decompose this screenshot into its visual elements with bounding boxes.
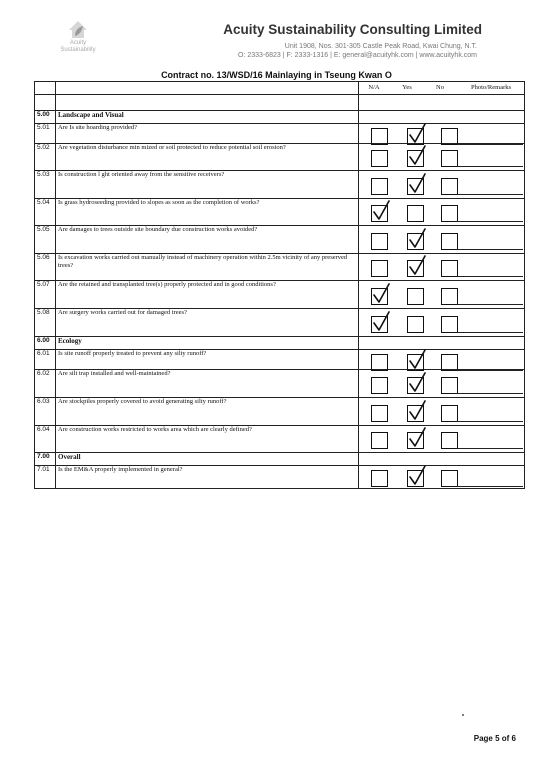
remarks-line[interactable] bbox=[457, 393, 523, 394]
remarks-line[interactable] bbox=[457, 448, 523, 449]
no-checkbox[interactable] bbox=[441, 405, 458, 422]
item-question: Are Is site hoarding provided? bbox=[56, 124, 359, 144]
item-number: 5.04 bbox=[35, 199, 56, 226]
na-checkbox[interactable] bbox=[371, 316, 388, 333]
item-number: 5.01 bbox=[35, 124, 56, 144]
item-question: Are stockpiles properly covered to avoid generating silty runoff? bbox=[56, 398, 359, 426]
item-question: Is construction l ght oriented away from the sensitive receivers? bbox=[56, 171, 359, 199]
answer-cell bbox=[359, 370, 525, 398]
no-checkbox[interactable] bbox=[441, 260, 458, 277]
yes-checkbox[interactable] bbox=[407, 260, 424, 277]
header-no: No bbox=[436, 84, 444, 91]
item-number: 5.05 bbox=[35, 226, 56, 254]
header-remarks: Photo/Remarks bbox=[470, 84, 512, 91]
checklist-row bbox=[35, 426, 525, 453]
no-checkbox[interactable] bbox=[441, 432, 458, 449]
remarks-line[interactable] bbox=[457, 194, 523, 195]
na-checkbox[interactable] bbox=[371, 405, 388, 422]
checklist-row bbox=[35, 226, 525, 254]
remarks-line[interactable] bbox=[457, 304, 523, 305]
no-checkbox[interactable] bbox=[441, 316, 458, 333]
remarks-line[interactable] bbox=[457, 332, 523, 333]
answer-cell bbox=[359, 281, 525, 309]
item-question: Are silt trap installed and well-maintained? bbox=[56, 370, 359, 398]
no-checkbox[interactable] bbox=[441, 354, 458, 371]
spacer-row bbox=[35, 95, 525, 111]
checklist-row bbox=[35, 124, 525, 144]
na-checkbox[interactable] bbox=[371, 178, 388, 195]
item-number: 7.01 bbox=[35, 466, 56, 489]
header-na: N/A bbox=[368, 84, 380, 91]
company-address: Unit 1908, Nos. 301-305 Castle Peak Road, Kwai Chung, N.T. bbox=[284, 43, 477, 50]
answer-cell bbox=[359, 398, 525, 426]
item-number: 6.00 bbox=[35, 337, 56, 350]
checklist-row bbox=[35, 144, 525, 171]
item-question: Is excavation works carried out manually instead of machinery operation within 2.5m vicinity of any preserved trees? bbox=[56, 254, 359, 281]
remarks-line[interactable] bbox=[457, 421, 523, 422]
no-checkbox[interactable] bbox=[441, 128, 458, 145]
leaf-house-icon bbox=[67, 18, 89, 40]
contract-title: Contract no. 13/WSD/16 Mainlaying in Tseung Kwan O bbox=[161, 70, 392, 80]
yes-checkbox[interactable] bbox=[407, 405, 424, 422]
na-checkbox[interactable] bbox=[371, 150, 388, 167]
header-blank-num bbox=[35, 82, 56, 95]
item-question: Are surgery works carried out for damaged trees? bbox=[56, 309, 359, 337]
checklist-row bbox=[35, 281, 525, 309]
company-logo bbox=[58, 18, 98, 64]
checklist-row bbox=[35, 398, 525, 426]
checklist-row bbox=[35, 254, 525, 281]
na-checkbox[interactable] bbox=[371, 260, 388, 277]
logo-line1: Acuity bbox=[69, 40, 87, 46]
answer-cell bbox=[359, 350, 525, 370]
yes-checkbox[interactable] bbox=[407, 128, 424, 145]
checklist-row bbox=[35, 199, 525, 226]
answer-cell bbox=[359, 199, 525, 226]
item-number: 6.01 bbox=[35, 350, 56, 370]
yes-checkbox[interactable] bbox=[407, 288, 424, 305]
item-number: 5.00 bbox=[35, 111, 56, 124]
item-number: 5.03 bbox=[35, 171, 56, 199]
answer-cell bbox=[359, 309, 525, 337]
table-header-row bbox=[35, 82, 525, 95]
na-checkbox[interactable] bbox=[371, 354, 388, 371]
no-checkbox[interactable] bbox=[441, 205, 458, 222]
yes-checkbox[interactable] bbox=[407, 178, 424, 195]
na-checkbox[interactable] bbox=[371, 377, 388, 394]
answer-cell bbox=[359, 171, 525, 199]
company-contact: O: 2333-6823 | F: 2333-1316 | E: general@acuityhk.com | www.acuityhk.com bbox=[237, 52, 477, 59]
item-number: 5.06 bbox=[35, 254, 56, 281]
na-checkbox[interactable] bbox=[371, 470, 388, 487]
no-checkbox[interactable] bbox=[441, 470, 458, 487]
na-checkbox[interactable] bbox=[371, 205, 388, 222]
remarks-line[interactable] bbox=[457, 249, 523, 250]
answer-cell bbox=[359, 111, 525, 124]
item-number: 5.07 bbox=[35, 281, 56, 309]
item-question: Are damages to trees outside site boundary due construction works avoided? bbox=[56, 226, 359, 254]
na-checkbox[interactable] bbox=[371, 128, 388, 145]
item-question: Is site runoff properly treated to prevent any silty runoff? bbox=[56, 350, 359, 370]
section-row bbox=[35, 453, 525, 466]
yes-checkbox[interactable] bbox=[407, 470, 424, 487]
answer-cell bbox=[359, 337, 525, 350]
logo-line2: Sustainability bbox=[60, 47, 96, 53]
section-title: Landscape and Visual bbox=[56, 111, 359, 124]
header-blank-question bbox=[56, 82, 359, 95]
no-checkbox[interactable] bbox=[441, 233, 458, 250]
item-question: Is the EM&A properly implemented in general? bbox=[56, 466, 359, 489]
section-row bbox=[35, 337, 525, 350]
item-number: 6.02 bbox=[35, 370, 56, 398]
yes-checkbox[interactable] bbox=[407, 354, 424, 371]
answer-cell bbox=[359, 466, 525, 489]
yes-checkbox[interactable] bbox=[407, 150, 424, 167]
no-checkbox[interactable] bbox=[441, 178, 458, 195]
header-columns bbox=[359, 82, 525, 95]
na-checkbox[interactable] bbox=[371, 233, 388, 250]
item-number: 6.04 bbox=[35, 426, 56, 453]
remarks-line[interactable] bbox=[457, 221, 523, 222]
answer-cell bbox=[359, 144, 525, 171]
item-question: Are vegetation disturbance min mized or soil protected to reduce potential soil erosion? bbox=[56, 144, 359, 171]
yes-checkbox[interactable] bbox=[407, 205, 424, 222]
remarks-line[interactable] bbox=[457, 486, 523, 487]
na-checkbox[interactable] bbox=[371, 432, 388, 449]
item-number: 7.00 bbox=[35, 453, 56, 466]
yes-checkbox[interactable] bbox=[407, 233, 424, 250]
section-title: Overall bbox=[56, 453, 359, 466]
item-number: 5.02 bbox=[35, 144, 56, 171]
remarks-line[interactable] bbox=[457, 276, 523, 277]
item-question: Is grass hydroseeding provided to slopes as soon as the completion of works? bbox=[56, 199, 359, 226]
answer-cell bbox=[359, 226, 525, 254]
yes-checkbox[interactable] bbox=[407, 432, 424, 449]
page-number: Page 5 of 6 bbox=[473, 734, 516, 743]
remarks-line[interactable] bbox=[457, 166, 523, 167]
no-checkbox[interactable] bbox=[441, 377, 458, 394]
item-question: Are construction works restricted to works area which are clearly defined? bbox=[56, 426, 359, 453]
answer-cell bbox=[359, 453, 525, 466]
no-checkbox[interactable] bbox=[441, 150, 458, 167]
item-number: 5.08 bbox=[35, 309, 56, 337]
no-checkbox[interactable] bbox=[441, 288, 458, 305]
section-row bbox=[35, 111, 525, 124]
scan-speck bbox=[462, 714, 464, 716]
checklist-row bbox=[35, 466, 525, 489]
item-number: 6.03 bbox=[35, 398, 56, 426]
answer-cell bbox=[359, 124, 525, 144]
checklist-row bbox=[35, 350, 525, 370]
header-yes: Yes bbox=[402, 84, 412, 91]
checklist-row bbox=[35, 171, 525, 199]
checklist-row bbox=[35, 309, 525, 337]
checklist-row bbox=[35, 370, 525, 398]
item-question: Are the retained and transplanted tree(s) properly protected and in good conditions? bbox=[56, 281, 359, 309]
section-title: Ecology bbox=[56, 337, 359, 350]
answer-cell bbox=[359, 426, 525, 453]
checklist-table bbox=[34, 81, 525, 489]
na-checkbox[interactable] bbox=[371, 288, 388, 305]
yes-checkbox[interactable] bbox=[407, 316, 424, 333]
company-name: Acuity Sustainability Consulting Limited bbox=[223, 22, 482, 37]
yes-checkbox[interactable] bbox=[407, 377, 424, 394]
answer-cell bbox=[359, 254, 525, 281]
